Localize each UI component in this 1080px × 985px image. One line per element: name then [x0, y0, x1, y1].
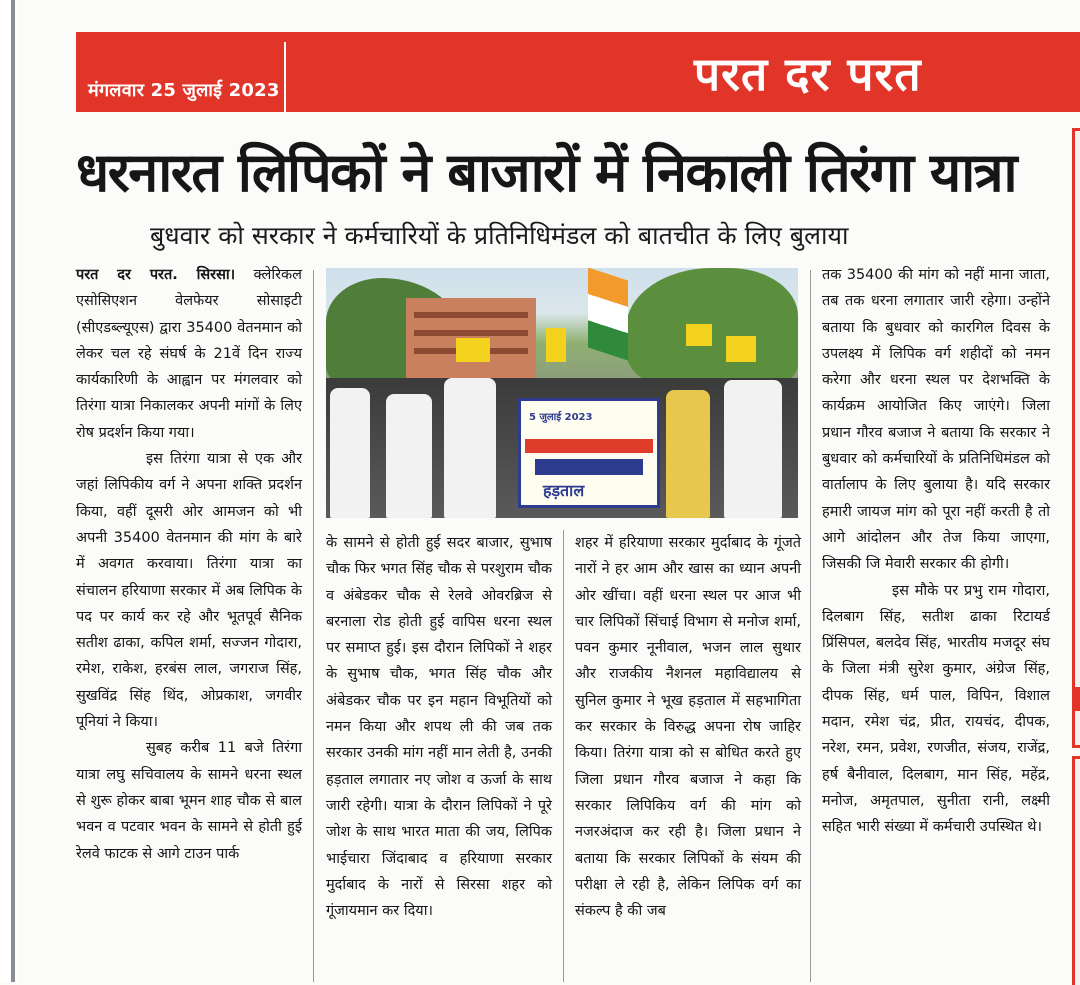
page-edge	[0, 0, 18, 982]
column-rule	[810, 270, 811, 982]
adjacent-article-box	[1072, 128, 1080, 748]
column-rule	[313, 270, 314, 982]
paragraph: तक 35400 की मांग को नहीं माना जाता, तब तक धरना लगातार जारी रहेगा। उन्होंने बताया कि बुधवार को कारगिल दिवस के उपलक्ष्य में लिपिक वर्ग शहीदों को नमन करेगा और धरना स्थल पर देशभक्ति के कार्यक्रम आयोजित किए जाएंगे। जिला प्रधान गौरव बजाज ने बताया कि सरकार ने बुधवार को कर्मचारियों के प्रतिनिधिमंडल को वार्तालाप के लिए बुलाया है। यदि सरकार हमारी जायज मांग को पूरा नहीं करती है तो आगे आंदोलन और तेज किया जाएगा, जिसकी जि मेवारी सरकार की होगी।	[822, 267, 1050, 573]
article-photo	[326, 268, 798, 518]
article-column-3	[575, 530, 801, 924]
section-title: परत दर परत	[694, 47, 922, 101]
paragraph: इस मौके पर प्रभु राम गोदारा, दिलबाग सिंह, सतीश ढाका रिटायर्ड प्रिंसिपल, बलदेव सिंह, भारतीय मजदूर संघ के जिला मंत्री सुरेश कुमार, अंग्रेज सिंह, दीपक सिंह, धर्म पाल, विपिन, विशाल मदान, रमेश चंद्र, प्रीत, रायचंद, दीपक, नरेश, रमन, प्रवेश, रणजीत, संजय, राजेंद्र, हर्ष बैनीवाल, दिलबाग, मान सिंह, महेंद्र, मनोज, अमृतपाल, सुनीता रानी, लक्ष्मी सहित भारी संख्या में कर्मचारी उपस्थित थे।	[822, 582, 1050, 836]
header-divider	[284, 42, 286, 112]
article-column-1	[76, 262, 302, 867]
article-column-4	[822, 262, 1050, 841]
paragraph: के सामने से होती हुई सदर बाजार, सुभाष चौक फिर भगत सिंह चौक से परशुराम चौक व अंबेडकर चौक से रेलवे ओवरब्रिज से बरनाला रोड होती हुई वापिस धरना स्थल पर समाप्त हुई। इस दौरान लिपिकों ने शहर के सुभाष चौक, भगत सिंह चौक और अंबेडकर चौक पर इन महान विभूतियों को नमन किया और शपथ ली की जब तक सरकार उनकी मांग नहीं मान लेती है, उनकी हड़ताल लगातार नए जोश व ऊर्जा के साथ जारी रहेगी। यात्रा के दौरान लिपिकों ने पूरे जोश के साथ भारत माता की जय, लिपिक भाईचारा जिंदाबाद व हरियाणा सरकार मुर्दाबाद के नारों से सिरसा शहर को गूंजायमान कर दिया।	[326, 535, 552, 920]
dateline: परत दर परत. सिरसा।	[76, 267, 236, 283]
adjacent-article-box	[1072, 756, 1080, 985]
paragraph: इस तिरंगा यात्रा से एक और जहां लिपिकीय वर्ग ने अपना शक्ति प्रदर्शन किया, वहीं दूसरी ओर आमजन को भी अपनी 35400 वेतनमान की मांग के बारे में अवगत करवाया। तिरंगा यात्रा का संचालन हरियाणा सरकार में अब लिपिक के पद पर कार्य कर रहे और भूतपूर्व सैनिक सतीश ढाका, कपिल शर्मा, सज्जन गोदारा, रमेश, राकेश, हरबंस लाल, जगराज सिंह, सुखविंद्र सिंह थिंद, ओप्रकाश, जगवीर पूनियां ने किया।	[76, 451, 302, 731]
column-rule	[563, 530, 564, 982]
article-column-2	[326, 530, 552, 924]
article-headline: धरनारत लिपिकों ने बाजारों में निकाली तिरंगा यात्रा	[76, 141, 1016, 204]
page-header-bar	[76, 32, 1080, 112]
protest-banner: 5 जुलाई 2023 हड़ताल	[518, 398, 660, 508]
article-subheadline: बुधवार को सरकार ने कर्मचारियों के प्रतिनिधिमंडल को बातचीत के लिए बुलाया	[150, 221, 849, 250]
paragraph: क्लेरिकल एसोसिएशन वेलफेयर सोसाइटी (सीएडब्ल्यूएस) द्वारा 35400 वेतनमान को लेकर चल रहे संघर्ष के 21वें दिन राज्य कार्यकारिणी के आह्वान पर मंगलवार को तिरंगा यात्रा निकालकर अपनी मांगों के लिए रोष प्रदर्शन किया गया।	[76, 267, 302, 441]
tricolor-flag-icon	[588, 268, 628, 360]
issue-date: मंगलवार 25 जुलाई 2023	[88, 80, 280, 101]
paragraph: सुबह करीब 11 बजे तिरंगा यात्रा लघु सचिवालय के सामने धरना स्थल से शुरू होकर बाबा भूमन शाह चौक से बाल भवन व पटवार भवन के सामने से होती हुई रेलवे फाटक से आगे टाउन पार्क	[76, 740, 302, 862]
paragraph: शहर में हरियाणा सरकार मुर्दाबाद के गूंजते नारों ने हर आम और खास का ध्यान अपनी ओर खींचा। वहीं धरना स्थल पर आज भी चार लिपिकों सिंचाई विभाग से मनोज शर्मा, पवन कुमार नूनीवाल, भजन लाल सुथार और राजकीय नैशनल महाविद्यालय से सुनिल कुमार ने भूख हड़ताल में सहभागिता कर सरकार के विरुद्ध अपना रोष जाहिर किया। तिरंगा यात्रा को स बोधित करते हुए जिला प्रधान गौरव बजाज ने कहा कि सरकार लिपिकिय वर्ग की मांग को नजरअंदाज कर रही है। जिला प्रधान ने बताया कि सरकार लिपिकों के संयम की परीक्षा ले रही है, लेकिन लिपिक वर्ग का संकल्प है की जब	[575, 535, 801, 920]
